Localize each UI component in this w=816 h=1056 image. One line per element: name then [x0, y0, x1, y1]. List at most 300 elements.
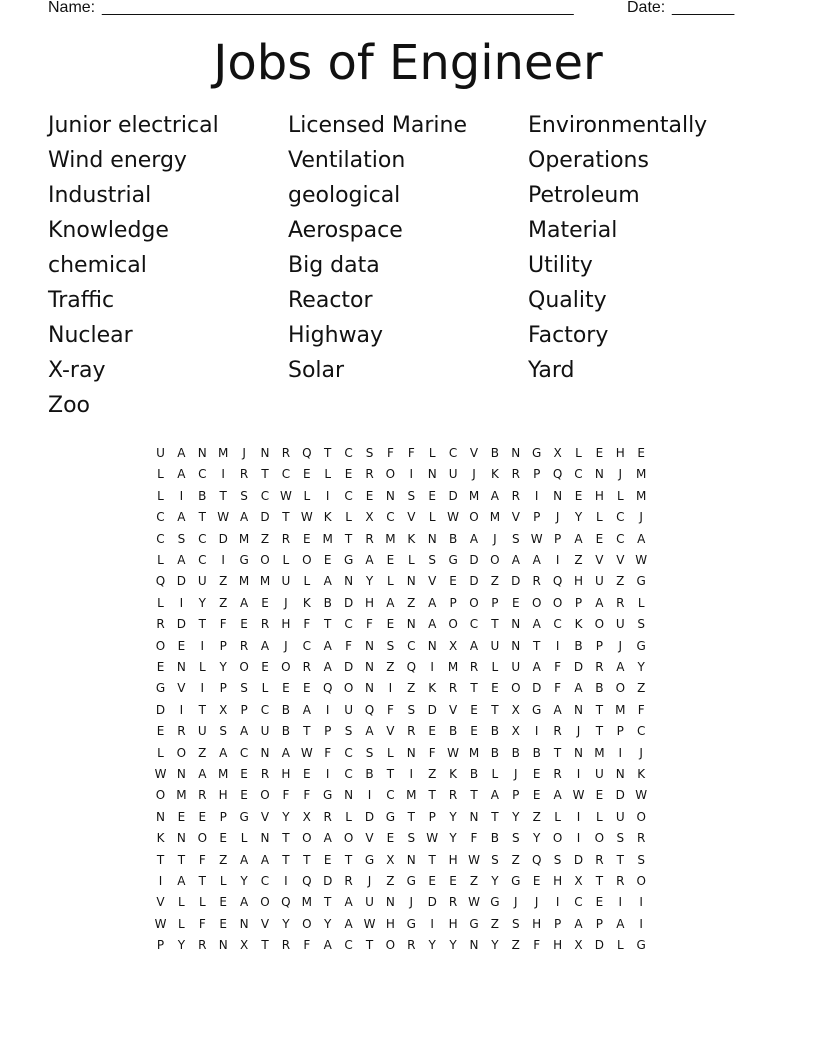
grid-letter: D: [176, 617, 187, 632]
grid-letter: M: [301, 895, 312, 910]
grid-letter: J: [534, 895, 539, 910]
word-list-item: chemical: [48, 253, 147, 278]
grid-letter: R: [407, 938, 416, 953]
grid-letter: N: [365, 660, 374, 674]
grid-letter: E: [177, 638, 186, 653]
grid-letter: E: [449, 574, 457, 589]
grid-letter: E: [261, 595, 269, 610]
grid-letter: U: [197, 574, 207, 589]
grid-letter: E: [219, 916, 227, 931]
grid-letter: G: [532, 702, 542, 717]
grid-letter: Z: [260, 531, 270, 546]
grid-letter: P: [219, 638, 227, 653]
word-list-item: Big data: [288, 253, 380, 278]
grid-letter: K: [323, 510, 332, 525]
grid-letter: D: [615, 788, 625, 803]
grid-letter: K: [407, 531, 416, 546]
grid-row: [150, 507, 670, 528]
grid-letter: L: [616, 938, 624, 953]
grid-letter: M: [447, 660, 459, 674]
grid-letter: O: [552, 595, 563, 610]
grid-letter: J: [618, 467, 623, 482]
grid-letter: T: [553, 745, 562, 760]
grid-letter: A: [574, 916, 583, 931]
grid-letter: D: [532, 681, 542, 696]
grid-letter: R: [177, 724, 186, 739]
grid-letter: L: [157, 745, 164, 760]
grid-letter: L: [637, 595, 645, 610]
grid-letter: L: [157, 488, 164, 503]
grid-letter: B: [490, 446, 499, 460]
grid-letter: T: [282, 852, 290, 867]
grid-letter: K: [490, 467, 499, 482]
grid-letter: E: [470, 724, 478, 739]
grid-letter: C: [407, 638, 416, 653]
grid-letter: M: [259, 574, 271, 589]
grid-letter: U: [344, 702, 353, 717]
word-list-item: Industrial: [48, 183, 152, 208]
grid-letter: O: [176, 745, 187, 760]
grid-letter: F: [366, 617, 373, 632]
grid-letter: L: [303, 488, 311, 503]
grid-letter: N: [406, 745, 416, 760]
grid-row: [150, 807, 670, 828]
grid-letter: N: [469, 809, 479, 824]
grid-letter: R: [448, 895, 458, 910]
grid-letter: D: [469, 553, 479, 567]
grid-letter: Y: [574, 510, 583, 525]
grid-letter: Q: [281, 895, 291, 910]
grid-letter: D: [573, 660, 584, 674]
grid-letter: N: [406, 852, 416, 867]
grid-letter: O: [260, 788, 270, 803]
grid-letter: D: [176, 574, 187, 589]
grid-letter: R: [469, 660, 479, 674]
grid-letter: O: [490, 553, 500, 567]
grid-letter: I: [284, 874, 288, 888]
grid-letter: J: [639, 745, 643, 760]
word-list-item: Quality: [528, 288, 607, 313]
grid-letter: G: [239, 809, 249, 824]
grid-letter: T: [344, 852, 353, 867]
grid-letter: I: [534, 488, 539, 503]
grid-letter: Y: [449, 938, 457, 953]
grid-letter: I: [555, 553, 560, 567]
grid-letter: V: [428, 574, 437, 589]
grid-letter: A: [428, 617, 437, 632]
grid-letter: C: [198, 531, 207, 546]
grid-letter: F: [554, 660, 562, 674]
grid-letter: E: [491, 681, 499, 696]
grid-letter: S: [491, 852, 499, 867]
grid-letter: R: [239, 638, 249, 653]
word-list-item: Nuclear: [48, 323, 133, 348]
grid-letter: R: [616, 874, 625, 888]
grid-letter: E: [240, 617, 248, 632]
grid-letter: B: [511, 745, 520, 760]
grid-letter: C: [636, 724, 646, 739]
grid-letter: S: [177, 531, 186, 546]
grid-letter: J: [514, 895, 518, 910]
grid-letter: P: [595, 916, 604, 931]
grid-letter: J: [493, 531, 497, 546]
grid-letter: L: [407, 553, 415, 567]
grid-letter: O: [385, 467, 396, 482]
grid-letter: I: [325, 702, 330, 717]
grid-letter: Z: [219, 574, 228, 589]
grid-letter: O: [511, 681, 521, 696]
grid-letter: P: [324, 724, 332, 739]
grid-letter: R: [511, 467, 520, 482]
grid-letter: P: [512, 788, 520, 803]
word-list-item: Knowledge: [48, 218, 169, 243]
grid-letter: P: [553, 531, 562, 546]
grid-letter: V: [260, 916, 270, 931]
grid-letter: E: [428, 874, 436, 888]
grid-letter: U: [511, 660, 521, 674]
grid-letter: X: [365, 510, 374, 525]
grid-letter: H: [594, 488, 604, 503]
grid-letter: N: [385, 488, 395, 503]
grid-letter: N: [511, 446, 521, 460]
grid-letter: T: [177, 852, 186, 867]
grid-row: [150, 464, 670, 485]
grid-letter: Q: [552, 467, 563, 482]
grid-letter: L: [219, 874, 227, 888]
grid-letter: L: [178, 916, 185, 931]
grid-letter: A: [574, 531, 583, 546]
grid-letter: O: [302, 553, 312, 567]
grid-letter: S: [407, 702, 416, 717]
grid-letter: Y: [282, 916, 290, 931]
word-list-item: geological: [288, 183, 401, 208]
grid-letter: G: [636, 574, 646, 589]
grid-letter: A: [219, 745, 228, 760]
grid-letter: T: [365, 938, 374, 953]
grid-letter: F: [303, 938, 311, 953]
grid-letter: E: [386, 617, 395, 632]
grid-letter: C: [344, 488, 353, 503]
grid-letter: E: [303, 531, 311, 546]
grid-letter: G: [511, 874, 521, 888]
grid-letter: A: [177, 510, 186, 525]
grid-letter: E: [532, 874, 541, 888]
grid-letter: C: [553, 617, 562, 632]
grid-letter: E: [595, 895, 604, 910]
grid-letter: P: [491, 595, 499, 610]
grid-letter: G: [636, 638, 646, 653]
grid-letter: H: [532, 916, 542, 931]
grid-letter: M: [218, 767, 229, 781]
grid-letter: Q: [322, 681, 333, 696]
grid-letter: R: [365, 531, 374, 546]
grid-letter: E: [386, 553, 395, 567]
grid-letter: S: [407, 488, 416, 503]
grid-letter: R: [448, 788, 458, 803]
grid-letter: U: [365, 895, 374, 910]
grid-letter: N: [176, 767, 186, 781]
grid-letter: L: [387, 574, 394, 589]
grid-letter: C: [574, 895, 583, 910]
grid-letter: H: [364, 595, 375, 610]
grid-letter: L: [345, 809, 352, 824]
grid-letter: E: [449, 874, 457, 888]
grid-letter: U: [197, 724, 207, 739]
grid-letter: K: [302, 595, 311, 610]
grid-letter: I: [179, 595, 184, 610]
grid-letter: M: [385, 531, 396, 546]
grid-letter: N: [427, 638, 437, 653]
page-title: Jobs of Engineer: [213, 35, 603, 91]
grid-letter: E: [240, 788, 248, 803]
grid-letter: K: [156, 831, 165, 846]
word-list-item: Highway: [288, 323, 384, 348]
grid-row: [150, 743, 670, 764]
grid-letter: S: [428, 553, 436, 567]
grid-letter: A: [532, 553, 541, 567]
grid-row: [150, 593, 670, 614]
grid-letter: F: [533, 938, 541, 953]
grid-letter: L: [303, 574, 311, 589]
grid-row: [150, 550, 670, 571]
grid-letter: F: [428, 745, 436, 760]
grid-letter: T: [533, 638, 541, 653]
grid-letter: I: [367, 788, 372, 803]
grid-letter: N: [574, 745, 583, 760]
grid-letter: A: [616, 916, 625, 931]
grid-letter: M: [615, 702, 626, 717]
grid-letter: I: [221, 553, 225, 567]
grid-letter: D: [343, 595, 354, 610]
grid-letter: M: [238, 574, 250, 589]
grid-letter: Q: [302, 874, 312, 888]
grid-letter: B: [490, 724, 499, 739]
grid-letter: I: [576, 831, 581, 846]
date-label: Date:: [627, 0, 666, 16]
grid-letter: C: [448, 446, 458, 460]
grid-letter: F: [282, 788, 290, 803]
grid-letter: O: [197, 831, 208, 846]
grid-letter: R: [637, 831, 646, 846]
grid-letter: F: [386, 446, 394, 460]
grid-letter: A: [616, 660, 625, 674]
grid-letter: N: [260, 831, 270, 846]
grid-letter: R: [156, 617, 165, 632]
grid-letter: S: [637, 617, 645, 632]
grid-letter: L: [282, 553, 290, 567]
grid-letter: I: [555, 895, 560, 910]
grid-letter: W: [447, 745, 460, 760]
grid-letter: Q: [406, 660, 417, 674]
grid-letter: O: [531, 595, 542, 610]
grid-letter: U: [490, 638, 500, 653]
grid-letter: Z: [616, 574, 625, 589]
grid-letter: H: [448, 852, 458, 867]
grid-letter: N: [615, 767, 625, 781]
grid-row: [150, 764, 670, 785]
word-list-item: Yard: [528, 358, 575, 383]
grid-letter: A: [239, 852, 249, 867]
grid-row: [150, 914, 670, 935]
grid-letter: E: [428, 488, 436, 503]
grid-letter: W: [363, 916, 376, 931]
grid-letter: F: [554, 681, 562, 696]
word-list-item: Petroleum: [528, 183, 640, 208]
grid-letter: A: [344, 916, 353, 931]
grid-letter: R: [281, 531, 291, 546]
grid-letter: B: [490, 831, 499, 846]
grid-letter: N: [260, 745, 270, 760]
grid-letter: A: [323, 938, 332, 953]
grid-letter: R: [323, 809, 332, 824]
word-list-item: Environmentally: [528, 113, 708, 138]
grid-letter: G: [155, 681, 166, 696]
grid-letter: T: [595, 724, 604, 739]
grid-letter: M: [218, 446, 229, 460]
grid-letter: I: [430, 916, 434, 931]
grid-letter: E: [595, 531, 604, 546]
grid-letter: M: [594, 745, 605, 760]
grid-letter: T: [156, 852, 165, 867]
grid-letter: A: [323, 574, 332, 589]
grid-letter: C: [344, 617, 353, 632]
grid-letter: N: [427, 467, 437, 482]
grid-letter: P: [219, 809, 227, 824]
grid-letter: T: [491, 702, 499, 717]
name-label: Name:: [48, 0, 96, 16]
grid-letter: C: [156, 510, 165, 525]
grid-letter: O: [155, 638, 166, 653]
grid-letter: S: [240, 488, 248, 503]
grid-letter: O: [448, 617, 458, 632]
grid-letter: M: [489, 510, 501, 525]
grid-letter: R: [532, 574, 541, 589]
grid-letter: G: [448, 553, 458, 567]
grid-letter: W: [154, 916, 167, 931]
grid-letter: T: [407, 809, 415, 824]
grid-letter: I: [200, 638, 205, 653]
grid-letter: K: [449, 767, 458, 781]
word-list-item: Ventilation: [288, 148, 406, 173]
grid-letter: X: [448, 638, 458, 653]
grid-letter: V: [469, 446, 479, 460]
grid-letter: T: [261, 467, 269, 482]
grid-letter: N: [511, 638, 521, 653]
grid-letter: Z: [428, 767, 437, 781]
grid-letter: E: [282, 681, 290, 696]
grid-letter: T: [324, 617, 332, 632]
grid-letter: F: [345, 638, 353, 653]
grid-letter: Y: [428, 938, 436, 953]
grid-letter: O: [302, 916, 312, 931]
grid-row: [150, 443, 670, 464]
grid-letter: Q: [552, 574, 563, 589]
grid-letter: C: [198, 467, 207, 482]
grid-letter: M: [636, 488, 647, 503]
grid-letter: K: [637, 767, 646, 781]
grid-letter: H: [448, 916, 458, 931]
grid-letter: F: [303, 617, 311, 632]
grid-letter: P: [219, 681, 227, 696]
grid-letter: C: [386, 510, 395, 525]
grid-letter: N: [197, 446, 207, 460]
word-list-item: Solar: [288, 358, 345, 383]
grid-letter: C: [344, 446, 353, 460]
grid-letter: A: [302, 702, 311, 717]
grid-letter: W: [154, 767, 167, 781]
grid-letter: B: [365, 767, 374, 781]
grid-letter: C: [281, 467, 291, 482]
grid-letter: R: [239, 467, 249, 482]
grid-row: [150, 678, 670, 699]
grid-letter: I: [618, 895, 623, 910]
grid-letter: D: [427, 702, 437, 717]
grid-letter: R: [407, 724, 416, 739]
grid-letter: O: [469, 595, 479, 610]
word-list-item: Wind energy: [48, 148, 187, 173]
grid-letter: F: [386, 702, 394, 717]
grid-letter: T: [386, 767, 395, 781]
grid-letter: Z: [386, 660, 395, 674]
grid-letter: A: [177, 446, 186, 460]
grid-letter: E: [574, 488, 583, 503]
grid-letter: T: [198, 702, 206, 717]
grid-letter: I: [555, 638, 560, 653]
grid-letter: A: [532, 660, 541, 674]
grid-row: [150, 721, 670, 742]
grid-letter: H: [281, 767, 291, 781]
grid-letter: P: [574, 595, 583, 610]
grid-letter: E: [303, 467, 311, 482]
grid-letter: A: [365, 724, 374, 739]
grid-letter: Y: [533, 831, 541, 846]
grid-letter: T: [198, 510, 206, 525]
grid-letter: C: [344, 767, 353, 781]
grid-letter: R: [511, 488, 520, 503]
grid-letter: H: [553, 874, 563, 888]
grid-letter: D: [448, 488, 458, 503]
grid-letter: L: [157, 553, 164, 567]
grid-letter: S: [616, 831, 625, 846]
grid-letter: L: [428, 446, 436, 460]
grid-letter: A: [553, 788, 562, 803]
grid-letter: B: [574, 638, 583, 653]
grid-letter: O: [385, 938, 396, 953]
grid-letter: Z: [407, 681, 416, 696]
word-list-item: Licensed Marine: [288, 113, 467, 138]
grid-letter: I: [179, 488, 184, 503]
grid-letter: W: [468, 895, 480, 910]
grid-letter: E: [637, 446, 645, 460]
word-list-item: X-ray: [48, 358, 106, 383]
grid-letter: G: [636, 938, 646, 953]
grid-letter: C: [198, 553, 207, 567]
grid-letter: L: [596, 809, 603, 824]
grid-letter: X: [511, 724, 520, 739]
grid-letter: E: [386, 831, 395, 846]
grid-letter: D: [155, 702, 166, 717]
grid-letter: T: [261, 938, 269, 953]
grid-letter: D: [427, 895, 437, 910]
grid-letter: O: [343, 681, 354, 696]
grid-letter: A: [239, 595, 249, 610]
grid-letter: V: [386, 724, 395, 739]
grid-letter: E: [595, 788, 604, 803]
grid-letter: P: [428, 809, 436, 824]
grid-letter: N: [344, 788, 354, 803]
grid-letter: A: [281, 745, 290, 760]
grid-letter: V: [260, 809, 270, 824]
